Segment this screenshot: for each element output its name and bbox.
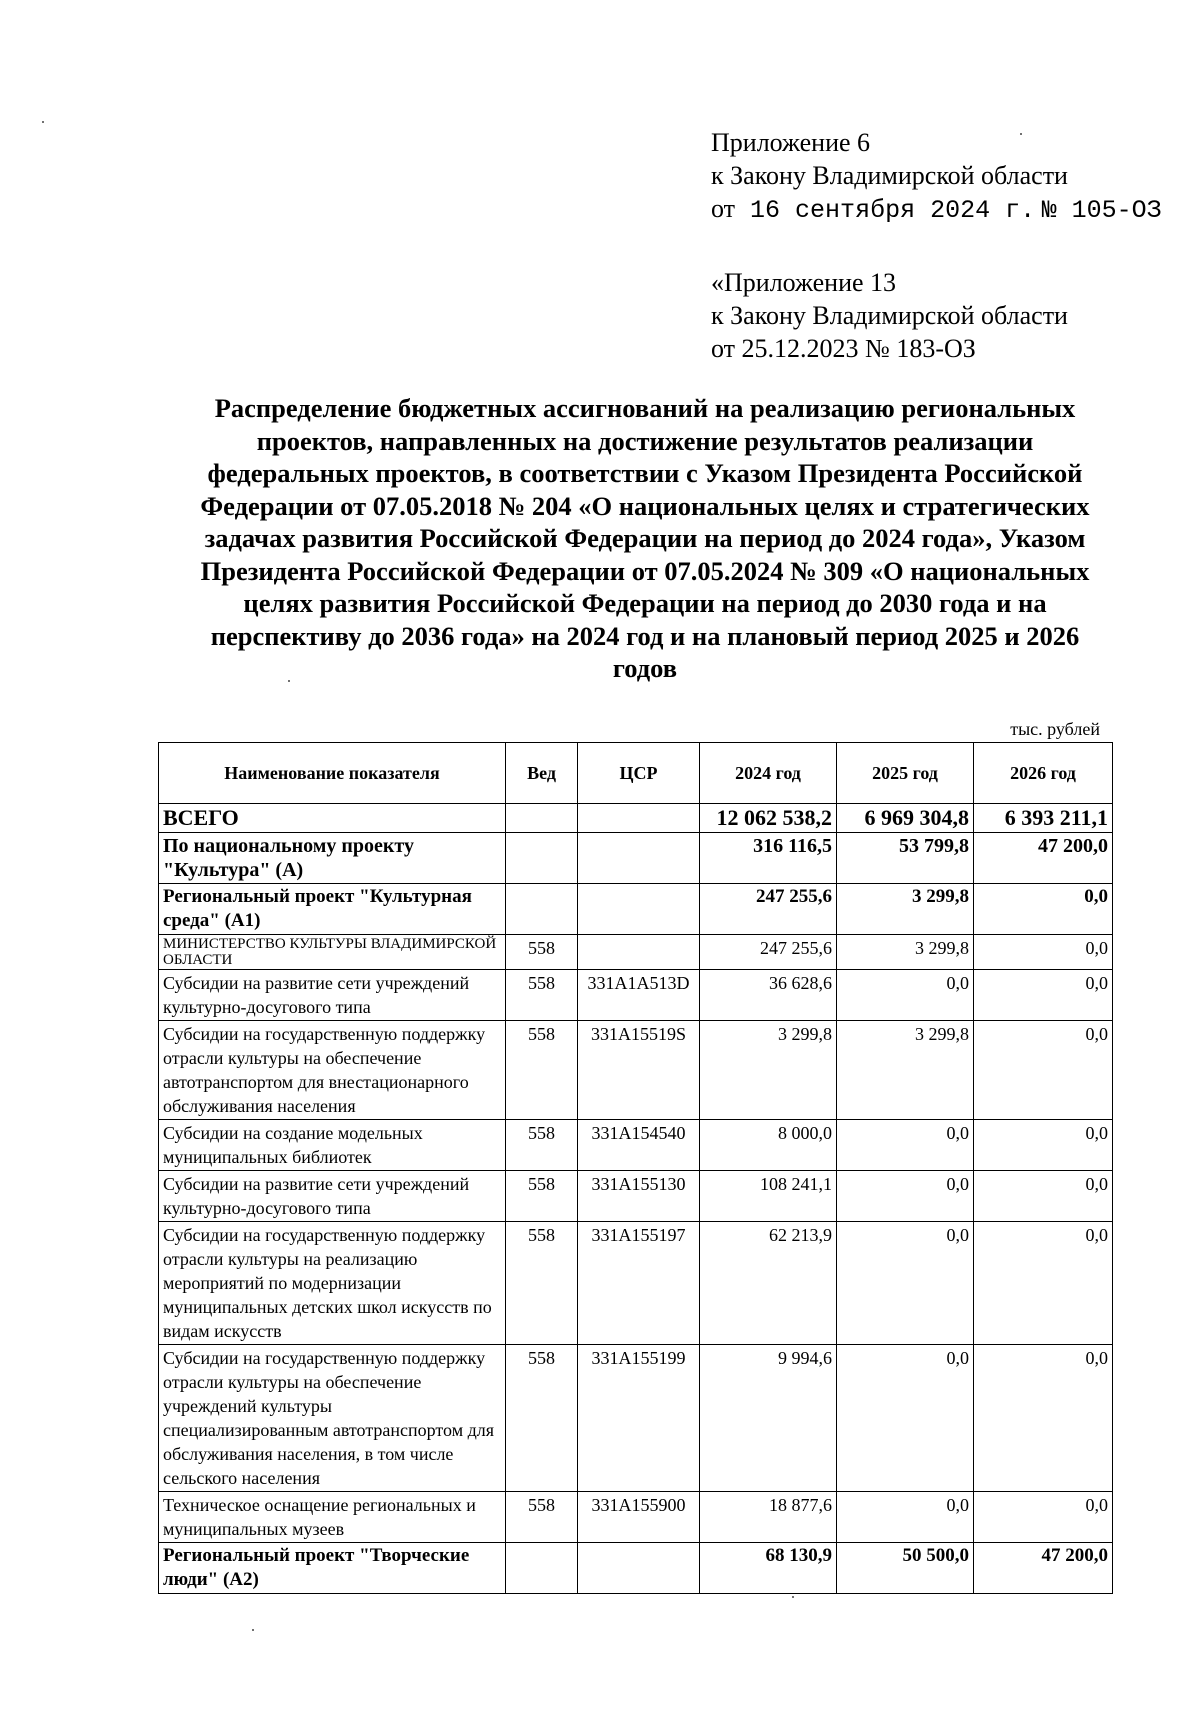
scan-speck (1020, 133, 1022, 135)
row-2025: 3 299,8 (837, 1021, 974, 1120)
title-line: перспективу до 2036 года» на 2024 год и на плановый период 2025 и 2026 (210, 620, 1080, 651)
row-ved: 558 (506, 1171, 578, 1222)
appendix-6-law-ref (711, 192, 1161, 227)
row-csr (578, 884, 700, 935)
title-line: целях развития Российской Федерации на период до 2030 года и на (243, 588, 1047, 618)
row-2026: 0,0 (974, 1492, 1113, 1543)
row-2024: 62 213,9 (700, 1222, 837, 1345)
row-name: Региональный проект "Творческие люди" (А2) (159, 1543, 506, 1594)
row-2024: 36 628,6 (700, 970, 837, 1021)
row-2025: 0,0 (837, 1492, 974, 1543)
row-ved (506, 804, 578, 833)
row-2025: 0,0 (837, 970, 974, 1021)
table-row (159, 1345, 1113, 1492)
header-ved: Вед (506, 743, 578, 804)
row-ved: 558 (506, 1345, 578, 1492)
table-row (159, 935, 1113, 970)
appendix-6-number: № 105-ОЗ (1041, 196, 1162, 225)
table-row (159, 1171, 1113, 1222)
row-ved (506, 833, 578, 884)
row-2026: 0,0 (974, 1345, 1113, 1492)
appendix-6-prefix: от (711, 194, 736, 223)
row-ved: 558 (506, 935, 578, 970)
row-csr (578, 804, 700, 833)
table-header-row (159, 743, 1113, 804)
units-label: тыс. рублей (1010, 719, 1100, 739)
row-2026: 0,0 (974, 970, 1113, 1021)
row-csr: 331А155130 (578, 1171, 700, 1222)
row-2024: 3 299,8 (700, 1021, 837, 1120)
row-ved: 558 (506, 1021, 578, 1120)
row-csr: 331А1А513D (578, 970, 700, 1021)
row-name: По национальному проекту "Культура" (А) (159, 833, 506, 884)
appendix-6-line2: к Закону Владимирской области (711, 161, 1068, 190)
appendix-13-header (711, 266, 1161, 365)
row-2026: 0,0 (974, 1120, 1113, 1171)
row-ved (506, 884, 578, 935)
table-row (159, 970, 1113, 1021)
appendix-13-line3: от 25.12.2023 № 183-ОЗ (711, 334, 976, 363)
appendix-6-date: 16 сентября (750, 196, 916, 225)
title-line: федеральных проектов, в соответствии с Указом Президента Российской (207, 458, 1083, 488)
row-ved (506, 1543, 578, 1594)
row-ved: 558 (506, 1492, 578, 1543)
table-row (159, 1021, 1113, 1120)
title-line: годов (612, 653, 678, 683)
row-name: Субсидии на развитие сети учреждений культурно-досугового типа (159, 970, 506, 1021)
row-2024: 9 994,6 (700, 1345, 837, 1492)
title-line: Федерации от 07.05.2018 № 204 «О национальных целях и стратегических (200, 490, 1090, 521)
row-2026: 47 200,0 (974, 833, 1113, 884)
row-2025: 3 299,8 (837, 884, 974, 935)
row-2026: 6 393 211,1 (974, 804, 1113, 833)
row-2026: 0,0 (974, 1021, 1113, 1120)
row-2025: 0,0 (837, 1345, 974, 1492)
table-row-total (159, 804, 1113, 833)
row-2026: 0,0 (974, 1171, 1113, 1222)
row-csr: 331А155199 (578, 1345, 700, 1492)
table-row (159, 1543, 1113, 1594)
row-ved: 558 (506, 1120, 578, 1171)
row-csr: 331А155197 (578, 1222, 700, 1345)
row-csr: 331А15519S (578, 1021, 700, 1120)
appendix-6-year: 2024 г. (930, 196, 1036, 225)
header-2026: 2026 год (974, 743, 1113, 804)
row-2025: 53 799,8 (837, 833, 974, 884)
header-2025: 2025 год (837, 743, 974, 804)
row-2024: 247 255,6 (700, 935, 837, 970)
row-name: Региональный проект "Культурная среда" (А1) (159, 884, 506, 935)
title-line: Президента Российской Федерации от 07.05.2024 № 309 «О национальных (200, 555, 1090, 586)
row-2025: 0,0 (837, 1171, 974, 1222)
row-2025: 6 969 304,8 (837, 804, 974, 833)
row-2024: 247 255,6 (700, 884, 837, 935)
row-name: Субсидии на развитие сети учреждений культурно-досугового типа (159, 1171, 506, 1222)
header-name: Наименование показателя (159, 743, 506, 804)
row-2026: 0,0 (974, 935, 1113, 970)
scan-speck (792, 1596, 794, 1598)
appendix-6-header (711, 126, 1161, 227)
table-row (159, 833, 1113, 884)
row-2025: 3 299,8 (837, 935, 974, 970)
row-csr (578, 1543, 700, 1594)
row-name: Субсидии на создание модельных муниципальных библиотек (159, 1120, 506, 1171)
title-line: проектов, направленных на достижение результатов реализации (256, 425, 1034, 456)
title-line: Распределение бюджетных ассигнований на реализацию региональных (214, 393, 1076, 423)
row-2026: 0,0 (974, 1222, 1113, 1345)
row-csr: 331А155900 (578, 1492, 700, 1543)
row-2025: 50 500,0 (837, 1543, 974, 1594)
table-row (159, 1222, 1113, 1345)
table-row (159, 1492, 1113, 1543)
table-row (159, 884, 1113, 935)
row-2024: 8 000,0 (700, 1120, 837, 1171)
row-name: Субсидии на государственную поддержку отрасли культуры на реализацию мероприятий по модернизации муниципальных детских школ искусств по видам искусств (159, 1222, 506, 1345)
scan-speck (252, 1629, 254, 1631)
row-name: МИНИСТЕРСТВО КУЛЬТУРЫ ВЛАДИМИРСКОЙ ОБЛАСТИ (159, 935, 506, 970)
scan-speck (42, 121, 44, 123)
table-row (159, 1120, 1113, 1171)
appendix-13-line2: к Закону Владимирской области (711, 301, 1068, 330)
appendix-13-line1: «Приложение 13 (711, 268, 897, 297)
header-2024: 2024 год (700, 743, 837, 804)
row-2024: 316 116,5 (700, 833, 837, 884)
row-2025: 0,0 (837, 1222, 974, 1345)
row-name: ВСЕГО (159, 804, 506, 833)
row-2024: 108 241,1 (700, 1171, 837, 1222)
title-line: задачах развития Российской Федерации на период до 2024 года», Указом (204, 523, 1086, 553)
row-name: Техническое оснащение региональных и муниципальных музеев (159, 1492, 506, 1543)
row-csr (578, 935, 700, 970)
appendix-6-line1: Приложение 6 (711, 128, 871, 157)
row-name: Субсидии на государственную поддержку отрасли культуры на обеспечение учреждений культуры специализированным автотранспортом для обслуживания населения, в том числе сельского населения (159, 1345, 506, 1492)
row-2025: 0,0 (837, 1120, 974, 1171)
row-2024: 12 062 538,2 (700, 804, 837, 833)
row-ved: 558 (506, 1222, 578, 1345)
scan-speck (288, 680, 290, 682)
header-csr: ЦСР (578, 743, 700, 804)
row-2024: 68 130,9 (700, 1543, 837, 1594)
row-name: Субсидии на государственную поддержку отрасли культуры на обеспечение автотранспортом для внестационарного обслуживания населения (159, 1021, 506, 1120)
row-2026: 47 200,0 (974, 1543, 1113, 1594)
budget-table (158, 742, 1113, 1594)
row-ved: 558 (506, 970, 578, 1021)
row-2024: 18 877,6 (700, 1492, 837, 1543)
row-csr (578, 833, 700, 884)
row-csr: 331А154540 (578, 1120, 700, 1171)
row-2026: 0,0 (974, 884, 1113, 935)
document-title (165, 392, 1125, 685)
